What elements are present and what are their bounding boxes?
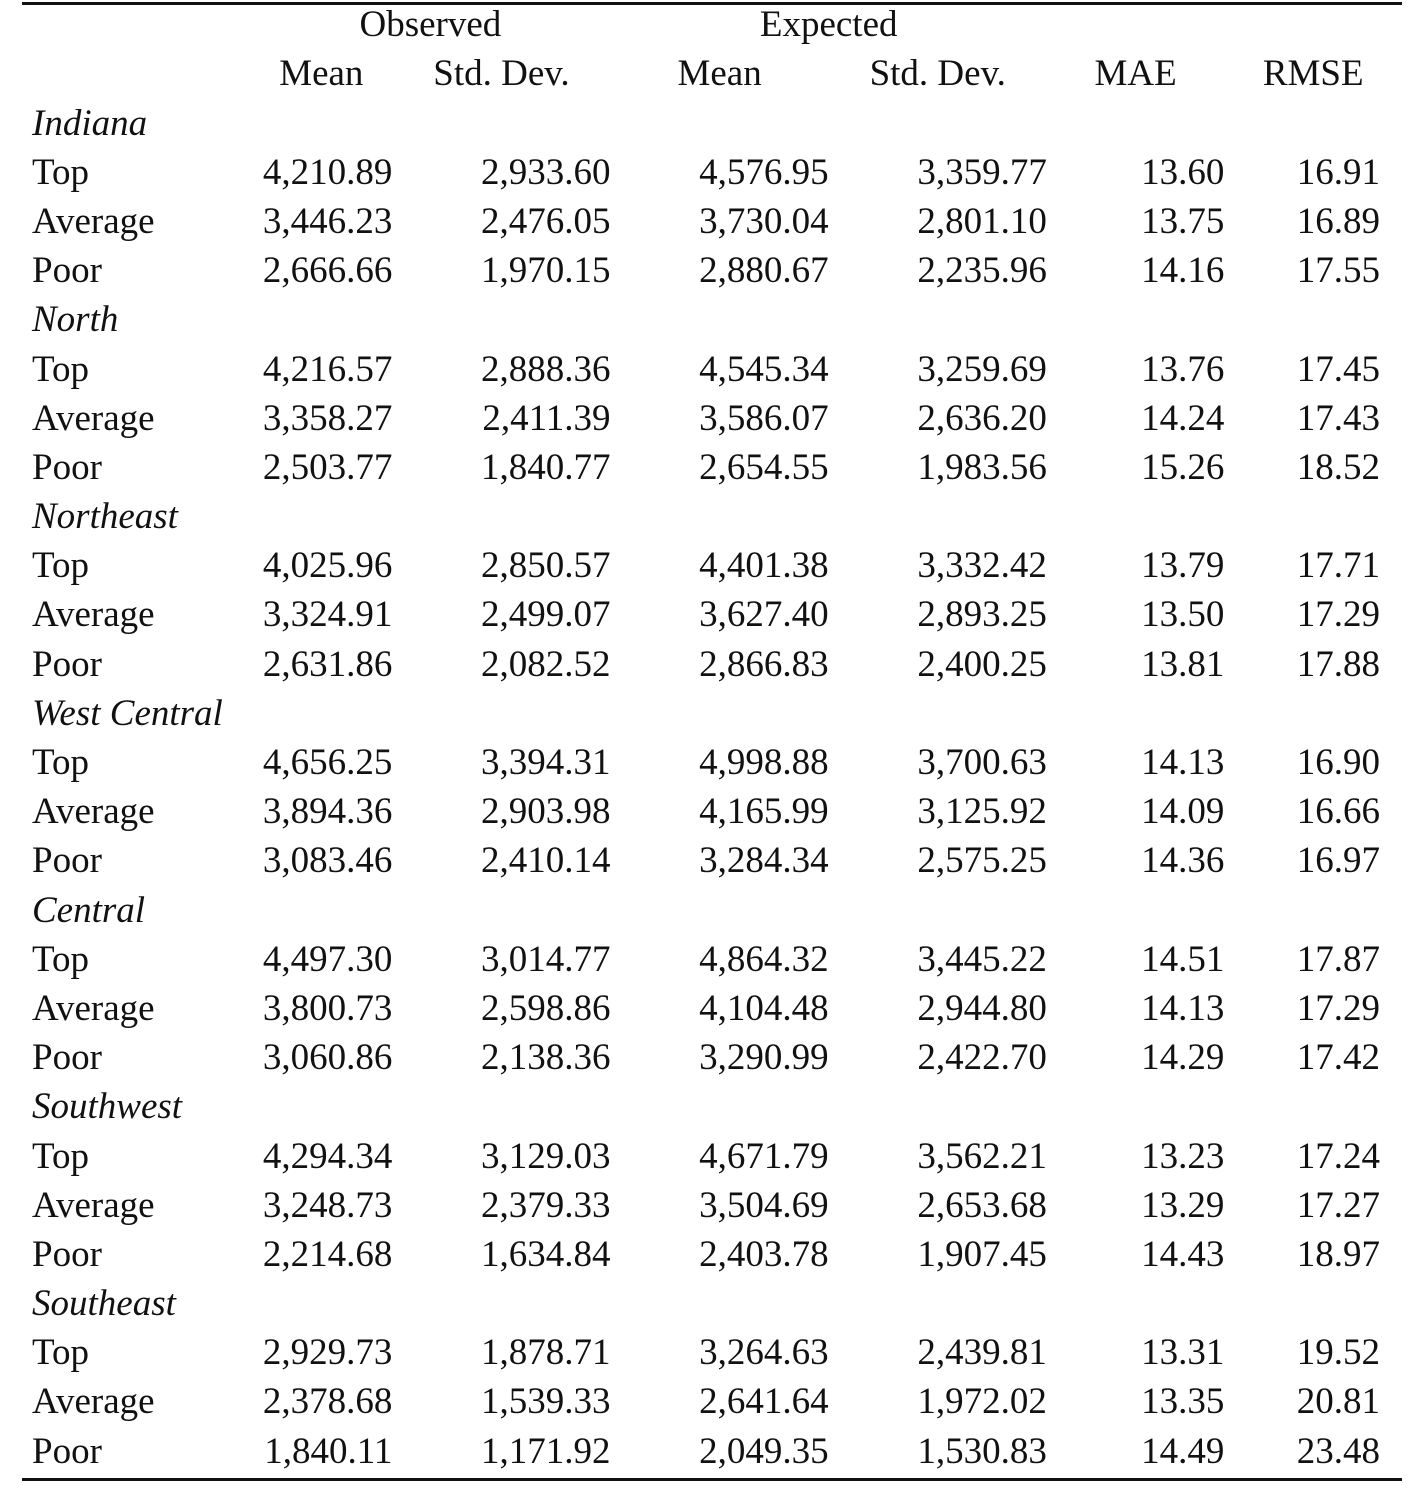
cell-rmse: 19.52 <box>1296 1332 1380 1374</box>
cell-observed-std-dev: 2,476.05 <box>481 200 611 242</box>
column-header-expected-mean: Mean <box>677 53 762 95</box>
row-label: Poor <box>32 1037 102 1079</box>
table-header <box>22 0 1402 98</box>
table-row <box>22 1230 1402 1279</box>
row-label: Average <box>32 594 155 636</box>
column-header-row <box>22 49 1402 98</box>
column-header-mae: MAE <box>1094 53 1177 95</box>
cell-mae: 13.35 <box>1141 1381 1225 1423</box>
section-header-row <box>22 1279 1402 1328</box>
row-label: Poor <box>32 840 102 882</box>
cell-expected-mean: 4,998.88 <box>699 742 829 783</box>
table-row <box>22 1328 1402 1377</box>
cell-observed-std-dev: 3,129.03 <box>481 1135 611 1177</box>
cell-expected-std-dev: 3,562.21 <box>917 1135 1047 1177</box>
cell-rmse: 17.43 <box>1296 397 1380 439</box>
row-label: Top <box>32 151 90 193</box>
table-row <box>22 148 1402 197</box>
cell-observed-mean: 3,800.73 <box>262 987 393 1029</box>
cell-observed-std-dev: 2,903.98 <box>481 791 611 833</box>
section-header-row <box>22 492 1402 541</box>
cell-expected-std-dev: 2,636.20 <box>917 397 1047 439</box>
row-label: Poor <box>32 250 102 292</box>
cell-expected-std-dev: 3,259.69 <box>917 348 1047 390</box>
cell-mae: 14.29 <box>1141 1037 1225 1079</box>
cell-expected-std-dev: 3,359.77 <box>917 151 1047 193</box>
cell-expected-std-dev: 2,653.68 <box>917 1184 1047 1226</box>
cell-expected-mean: 3,627.40 <box>699 594 829 636</box>
row-label: Average <box>32 397 155 439</box>
row-label: Poor <box>32 446 102 488</box>
group-header-row <box>22 0 1402 49</box>
table-row <box>22 639 1402 688</box>
cell-mae: 13.79 <box>1141 545 1225 587</box>
cell-mae: 14.51 <box>1141 938 1225 980</box>
statistics-table <box>22 0 1402 1476</box>
cell-expected-mean: 2,654.55 <box>699 446 829 488</box>
cell-rmse: 18.52 <box>1296 446 1380 488</box>
table-row <box>22 1181 1402 1230</box>
cell-observed-std-dev: 1,970.15 <box>481 250 611 292</box>
column-header-observed-mean: Mean <box>279 53 364 95</box>
empty-header-cell <box>1047 0 1225 49</box>
cell-expected-mean: 2,403.78 <box>699 1233 829 1275</box>
cell-expected-std-dev: 2,944.80 <box>917 987 1047 1029</box>
table-row <box>22 394 1402 443</box>
section-label: Southeast <box>32 1283 176 1325</box>
row-label: Average <box>32 1184 155 1226</box>
cell-mae: 13.81 <box>1141 643 1225 685</box>
table-row <box>22 1033 1402 1082</box>
cell-expected-mean: 3,284.34 <box>699 840 829 882</box>
cell-observed-mean: 2,929.73 <box>262 1332 393 1374</box>
empty-header-cell <box>22 0 250 49</box>
section-label: North <box>32 299 119 341</box>
table-row <box>22 541 1402 590</box>
cell-observed-mean: 4,210.89 <box>262 151 393 193</box>
table-row <box>22 344 1402 393</box>
section-header-row <box>22 689 1402 738</box>
cell-rmse: 16.97 <box>1296 840 1380 882</box>
cell-expected-std-dev: 3,332.42 <box>917 545 1047 587</box>
cell-observed-std-dev: 2,410.14 <box>481 840 611 882</box>
cell-observed-mean: 4,294.34 <box>262 1135 393 1177</box>
cell-rmse: 17.29 <box>1296 594 1380 636</box>
section-label: Central <box>32 889 146 931</box>
cell-expected-mean: 3,730.04 <box>699 200 829 242</box>
cell-expected-std-dev: 2,801.10 <box>917 200 1047 242</box>
bottom-rule <box>22 1478 1402 1481</box>
cell-observed-std-dev: 3,394.31 <box>481 742 611 783</box>
cell-expected-std-dev: 3,445.22 <box>917 938 1047 980</box>
row-label: Poor <box>32 1233 102 1275</box>
empty-header-cell <box>22 49 250 98</box>
cell-expected-mean: 3,264.63 <box>699 1332 829 1374</box>
cell-rmse: 17.71 <box>1296 545 1380 587</box>
section-label: Indiana <box>32 102 148 144</box>
cell-mae: 13.75 <box>1141 200 1225 242</box>
cell-expected-std-dev: 2,400.25 <box>917 643 1047 685</box>
cell-observed-mean: 2,378.68 <box>262 1381 393 1423</box>
section-header-row <box>22 98 1402 147</box>
cell-expected-std-dev: 2,439.81 <box>917 1332 1047 1374</box>
cell-rmse: 17.42 <box>1296 1037 1380 1079</box>
cell-observed-mean: 3,358.27 <box>262 397 393 439</box>
table-row <box>22 443 1402 492</box>
cell-observed-std-dev: 1,840.77 <box>481 446 611 488</box>
cell-mae: 14.24 <box>1141 397 1225 439</box>
cell-rmse: 17.87 <box>1296 938 1380 980</box>
cell-rmse: 17.88 <box>1296 643 1380 685</box>
cell-expected-std-dev: 2,422.70 <box>917 1037 1047 1079</box>
cell-observed-mean: 2,666.66 <box>262 250 393 292</box>
row-label: Top <box>32 348 90 390</box>
table-body <box>22 98 1402 1475</box>
row-label: Average <box>32 200 155 242</box>
section-header-row <box>22 295 1402 344</box>
cell-observed-mean: 3,248.73 <box>262 1184 393 1226</box>
cell-rmse: 23.48 <box>1296 1430 1380 1472</box>
cell-observed-mean: 4,497.30 <box>262 938 393 980</box>
cell-expected-mean: 4,545.34 <box>699 348 829 390</box>
cell-observed-mean: 3,083.46 <box>262 840 393 882</box>
cell-observed-mean: 1,840.11 <box>264 1430 393 1472</box>
cell-observed-mean: 2,631.86 <box>262 643 393 685</box>
cell-observed-std-dev: 2,138.36 <box>481 1037 611 1079</box>
table-row <box>22 1377 1402 1426</box>
table-row <box>22 246 1402 295</box>
cell-observed-std-dev: 2,411.39 <box>482 397 611 439</box>
table-row <box>22 590 1402 639</box>
cell-observed-std-dev: 3,014.77 <box>481 938 611 980</box>
cell-observed-mean: 2,214.68 <box>262 1233 393 1275</box>
cell-rmse: 16.66 <box>1296 791 1380 833</box>
row-label: Poor <box>32 643 102 685</box>
row-label: Top <box>32 1135 90 1177</box>
cell-observed-std-dev: 2,598.86 <box>481 987 611 1029</box>
cell-rmse: 16.89 <box>1296 200 1380 242</box>
cell-mae: 14.13 <box>1141 742 1225 783</box>
cell-expected-std-dev: 1,530.83 <box>917 1430 1047 1472</box>
section-label: Southwest <box>32 1086 183 1128</box>
cell-rmse: 17.29 <box>1296 987 1380 1029</box>
expected-group-header: Expected <box>759 4 898 46</box>
cell-rmse: 17.45 <box>1296 348 1380 390</box>
cell-expected-std-dev: 3,700.63 <box>917 742 1047 783</box>
cell-mae: 14.49 <box>1141 1430 1225 1472</box>
cell-mae: 13.60 <box>1141 151 1225 193</box>
cell-expected-std-dev: 1,907.45 <box>917 1233 1047 1275</box>
cell-observed-std-dev: 1,539.33 <box>481 1381 611 1423</box>
cell-observed-mean: 4,025.96 <box>262 545 393 587</box>
table-row <box>22 935 1402 984</box>
cell-expected-std-dev: 2,893.25 <box>917 594 1047 636</box>
cell-observed-mean: 3,446.23 <box>262 200 393 242</box>
cell-expected-mean: 4,401.38 <box>699 545 829 587</box>
observed-group-header: Observed <box>359 4 502 46</box>
cell-observed-mean: 2,503.77 <box>262 446 393 488</box>
cell-expected-mean: 3,290.99 <box>699 1037 829 1079</box>
column-header-expected-std-dev: Std. Dev. <box>869 53 1006 95</box>
cell-rmse: 17.24 <box>1296 1135 1380 1177</box>
cell-expected-mean: 4,165.99 <box>699 791 829 833</box>
cell-mae: 13.23 <box>1141 1135 1225 1177</box>
cell-mae: 14.09 <box>1141 791 1225 833</box>
row-label: Average <box>32 791 155 833</box>
cell-expected-mean: 2,866.83 <box>699 643 829 685</box>
column-header-rmse: RMSE <box>1262 53 1364 95</box>
cell-expected-mean: 4,104.48 <box>699 987 829 1029</box>
cell-expected-mean: 4,864.32 <box>699 938 829 980</box>
cell-observed-mean: 3,894.36 <box>262 791 393 833</box>
table-row <box>22 836 1402 885</box>
row-label: Poor <box>32 1430 102 1472</box>
cell-mae: 15.26 <box>1141 446 1225 488</box>
cell-observed-std-dev: 2,850.57 <box>481 545 611 587</box>
row-label: Top <box>32 545 90 587</box>
cell-observed-std-dev: 2,379.33 <box>481 1184 611 1226</box>
table-row <box>22 738 1402 787</box>
cell-expected-mean: 2,641.64 <box>699 1381 829 1423</box>
cell-expected-mean: 4,576.95 <box>699 151 829 193</box>
cell-observed-std-dev: 2,933.60 <box>481 151 611 193</box>
cell-rmse: 17.27 <box>1296 1184 1380 1226</box>
cell-observed-mean: 4,216.57 <box>262 348 393 390</box>
row-label: Top <box>32 742 90 783</box>
cell-expected-std-dev: 1,972.02 <box>917 1381 1047 1423</box>
row-label: Average <box>32 1381 155 1423</box>
section-header-row <box>22 1082 1402 1131</box>
cell-expected-mean: 4,671.79 <box>699 1135 829 1177</box>
table-row <box>22 1426 1402 1475</box>
table-row <box>22 197 1402 246</box>
section-header-row <box>22 885 1402 934</box>
cell-expected-std-dev: 3,125.92 <box>917 791 1047 833</box>
cell-mae: 13.50 <box>1141 594 1225 636</box>
row-label: Top <box>32 938 90 980</box>
cell-mae: 13.31 <box>1141 1332 1225 1374</box>
cell-observed-mean: 3,324.91 <box>262 594 393 636</box>
cell-observed-std-dev: 1,634.84 <box>481 1233 611 1275</box>
row-label: Average <box>32 987 155 1029</box>
cell-observed-std-dev: 2,499.07 <box>481 594 611 636</box>
cell-mae: 13.29 <box>1141 1184 1225 1226</box>
row-label: Top <box>32 1332 90 1374</box>
empty-header-cell <box>1224 0 1402 49</box>
cell-observed-mean: 4,656.25 <box>262 742 393 783</box>
cell-expected-std-dev: 2,235.96 <box>917 250 1047 292</box>
table-row <box>22 1131 1402 1180</box>
section-label: Northeast <box>32 496 178 538</box>
cell-observed-std-dev: 2,888.36 <box>481 348 611 390</box>
cell-expected-mean: 2,880.67 <box>699 250 829 292</box>
cell-rmse: 18.97 <box>1296 1233 1380 1275</box>
cell-observed-std-dev: 1,171.92 <box>481 1430 611 1472</box>
cell-expected-mean: 3,586.07 <box>699 397 829 439</box>
cell-mae: 14.16 <box>1141 250 1225 292</box>
cell-mae: 14.43 <box>1141 1233 1225 1275</box>
cell-expected-std-dev: 2,575.25 <box>917 840 1047 882</box>
table-row <box>22 787 1402 836</box>
cell-rmse: 16.90 <box>1296 742 1380 783</box>
cell-expected-mean: 2,049.35 <box>699 1430 829 1472</box>
cell-observed-mean: 3,060.86 <box>262 1037 393 1079</box>
cell-rmse: 16.91 <box>1296 151 1380 193</box>
cell-mae: 13.76 <box>1141 348 1225 390</box>
table-row <box>22 984 1402 1033</box>
cell-observed-std-dev: 1,878.71 <box>481 1332 611 1374</box>
cell-rmse: 20.81 <box>1296 1381 1380 1423</box>
cell-rmse: 17.55 <box>1296 250 1380 292</box>
column-header-observed-std-dev: Std. Dev. <box>433 53 570 95</box>
cell-mae: 14.36 <box>1141 840 1225 882</box>
section-label: West Central <box>32 692 223 734</box>
cell-expected-mean: 3,504.69 <box>699 1184 829 1226</box>
cell-mae: 14.13 <box>1141 987 1225 1029</box>
cell-expected-std-dev: 1,983.56 <box>917 446 1047 488</box>
cell-observed-std-dev: 2,082.52 <box>481 643 611 685</box>
